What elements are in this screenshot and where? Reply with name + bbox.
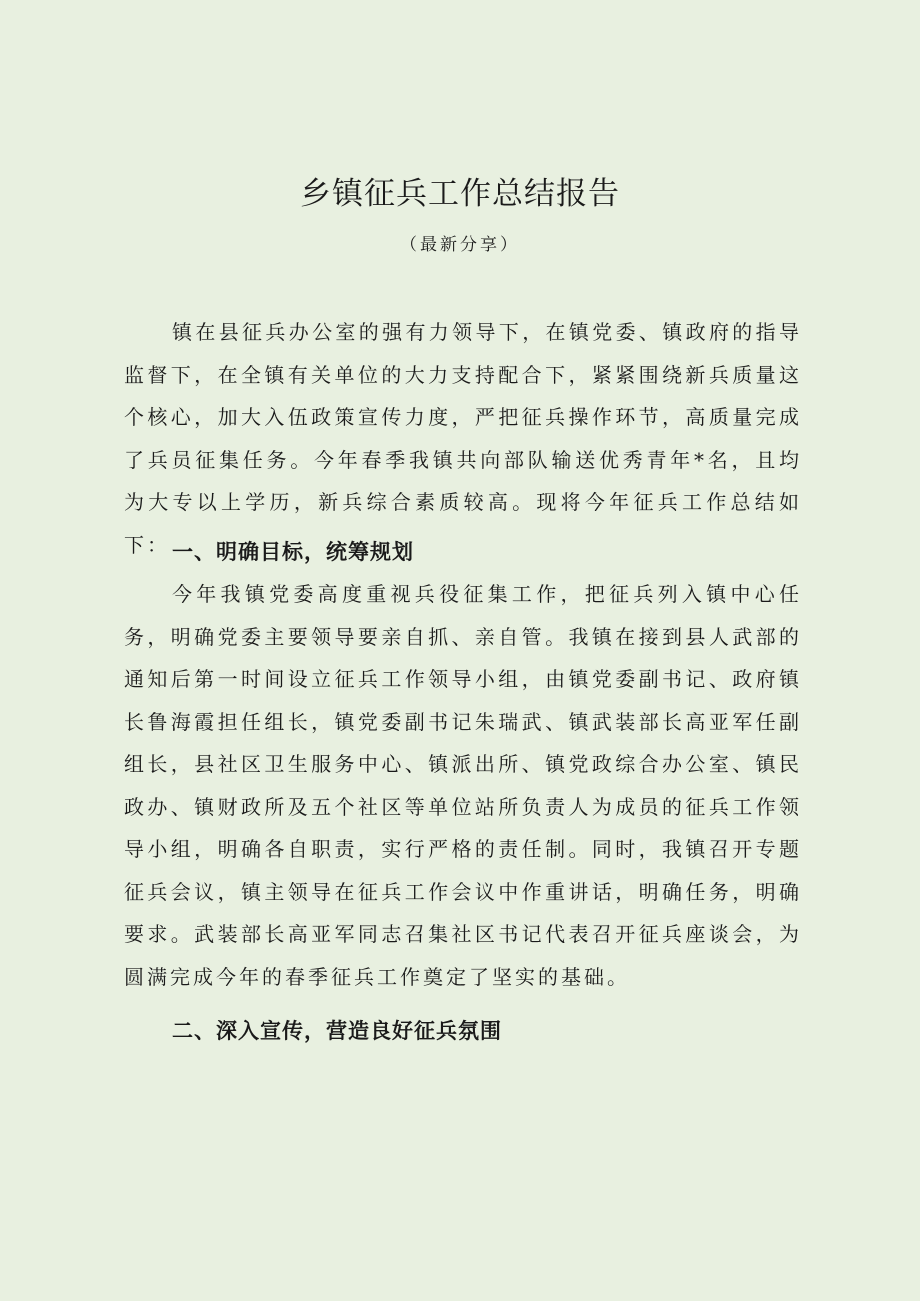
section-heading-2: 二、深入宣传，营造良好征兵氛围	[172, 1019, 502, 1043]
section-heading-1: 一、明确目标，统筹规划	[172, 540, 414, 564]
document-title: 乡镇征兵工作总结报告	[300, 176, 620, 212]
paragraph-section-1: 今年我镇党委高度重视兵役征集工作，把征兵列入镇中心任务，明确党委主要领导要亲自抓、亲自管。我镇在接到县人武部的通知后第一时间设立征兵工作领导小组，由镇党委副书记、政府镇长鲁海霞担任组长，镇党委副书记朱瑞武、镇武装部长高亚军任副组长，县社区卫生服务中心、镇派出所、镇党政综合办公室、镇民政办、镇财政所及五个社区等单位站所负责人为成员的征兵工作领导小组，明确各自职责，实行严格的责任制。同时，我镇召开专题征兵会议，镇主领导在征兵工作会议中作重讲话，明确任务，明确要求。武装部长高亚军同志召集社区书记代表召开征兵座谈会，为圆满完成今年的春季征兵工作奠定了坚实的基础。	[124, 582, 802, 989]
document-subtitle: （最新分享）	[400, 235, 520, 255]
paragraph-intro: 镇在县征兵办公室的强有力领导下，在镇党委、镇政府的指导监督下，在全镇有关单位的大力支持配合下，紧紧围绕新兵质量这个核心，加大入伍政策宣传力度，严把征兵操作环节，高质量完成了兵员征集任务。今年春季我镇共向部队输送优秀青年*名，且均为大专以上学历，新兵综合素质较高。现将今年征兵工作总结如下：	[124, 320, 802, 557]
